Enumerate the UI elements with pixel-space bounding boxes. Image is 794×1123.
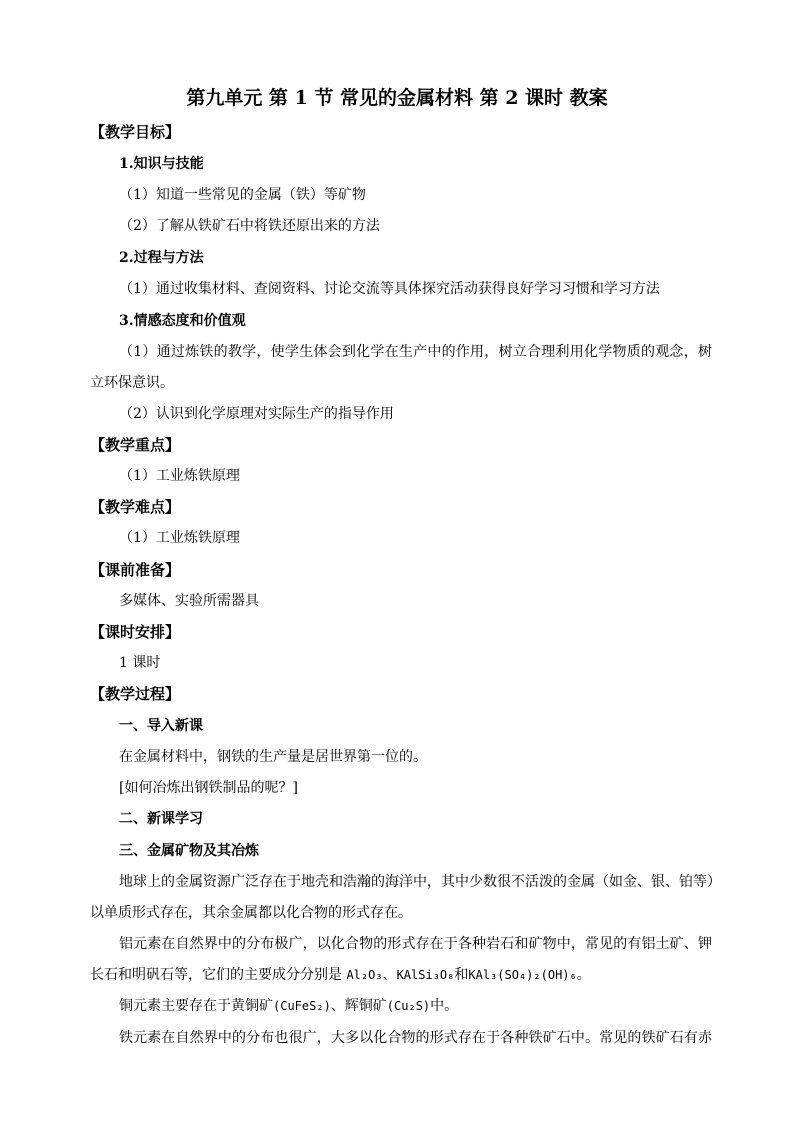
- attitude-item-2: （2）认识到化学原理对实际生产的指导作用: [119, 406, 394, 422]
- paragraph-4-line-1: 铁元素在自然界中的分布也很广，大多以化合物的形式存在于各种铁矿石中。常见的铁矿石有赤: [119, 1030, 712, 1046]
- key-points-item: （1）工业炼铁原理: [119, 468, 240, 484]
- document-title: 第九单元 第 1 节 常见的金属材料 第 2 课时 教案: [186, 87, 608, 109]
- knowledge-heading: 1.知识与技能: [119, 156, 204, 172]
- difficulties-item: （1）工业炼铁原理: [119, 530, 240, 546]
- formula-alunite: KAl₃(SO₄)₂(OH)₆: [468, 968, 577, 982]
- formula-chalcocite: (Cu₂S): [386, 999, 431, 1013]
- process-item-1: （1）通过收集材料、查阅资料、讨论交流等具体探究活动获得良好学习习惯和学习方法: [119, 281, 660, 297]
- process-heading: 2.过程与方法: [119, 250, 204, 266]
- knowledge-item-1: （1）知道一些常见的金属（铁）等矿物: [119, 187, 366, 203]
- paragraph-1-line-2: 以单质形式存在，其余金属都以化合物的形式存在。: [90, 905, 412, 921]
- conjunction: 和: [454, 967, 469, 983]
- paragraph-2-text: 长石和明矾石等，它们的主要成分分别是: [90, 967, 347, 983]
- part-2-heading: 二、新课学习: [119, 811, 203, 827]
- attitude-heading: 3.情感态度和价值观: [119, 313, 246, 329]
- paragraph-2-line-2: [90, 965, 712, 985]
- intro-text: 在金属材料中，钢铁的生产量是居世界第一位的。: [119, 749, 427, 765]
- paragraph-2-line-1: 铝元素在自然界中的分布极广，以化合物的形式存在于各种岩石和矿物中，常见的有铝土矿、钾: [119, 936, 712, 952]
- difficulties-heading: 【教学难点】: [90, 498, 181, 516]
- knowledge-item-2: （2）了解从铁矿石中将铁还原出来的方法: [119, 218, 380, 234]
- intro-question: [如何冶炼出钢铁制品的呢？]: [119, 780, 298, 796]
- paragraph-3-end: 中。: [430, 998, 459, 1014]
- paragraph-3: [119, 996, 458, 1016]
- part-1-heading: 一、导入新课: [119, 718, 203, 734]
- key-points-heading: 【教学重点】: [90, 436, 181, 454]
- formula-chalcopyrite: (CuFeS₂): [273, 999, 331, 1013]
- objectives-heading: 【教学目标】: [90, 123, 181, 141]
- formula-aluminium-oxide: Al₂O₃: [346, 968, 383, 982]
- paragraph-1-line-1: 地球上的金属资源广泛存在于地壳和浩瀚的海洋中，其中少数很不活泼的金属（如金、银、铂等）: [119, 874, 721, 890]
- paragraph-3-separator: 、辉铜矿: [330, 998, 387, 1014]
- paragraph-3-text: 铜元素主要存在于黄铜矿: [119, 998, 273, 1014]
- separator: 、: [382, 967, 397, 983]
- preparation-item: 多媒体、实验所需器具: [119, 593, 259, 609]
- part-3-heading: 三、金属矿物及其冶炼: [119, 843, 259, 859]
- formula-potassium-feldspar: KAlSi₃O₈: [396, 968, 455, 982]
- period: 。: [576, 967, 591, 983]
- schedule-heading: 【课时安排】: [90, 623, 181, 641]
- attitude-item-1-line-1: （1）通过炼铁的教学，使学生体会到化学在生产中的作用，树立合理利用化学物质的观念，树: [119, 344, 712, 360]
- attitude-item-1-line-2: 立环保意识。: [90, 375, 174, 391]
- procedure-heading: 【教学过程】: [90, 685, 181, 703]
- schedule-item: 1 课时: [119, 655, 161, 671]
- preparation-heading: 【课前准备】: [90, 561, 181, 579]
